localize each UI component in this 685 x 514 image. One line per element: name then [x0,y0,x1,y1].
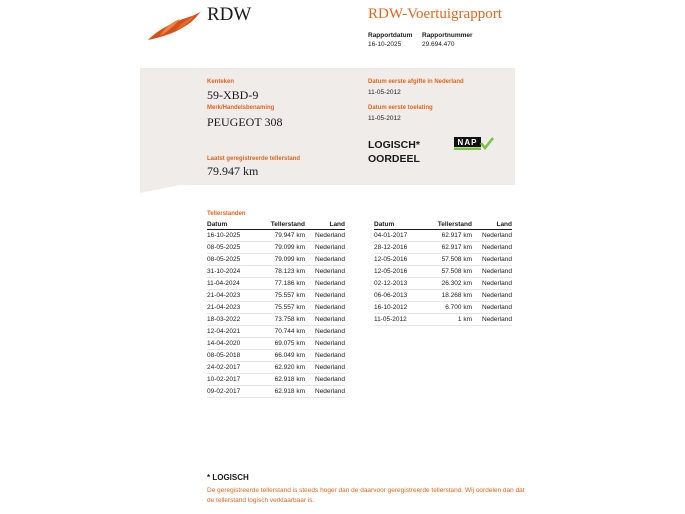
cell-country: Nederland [305,373,345,385]
cell-reading: 57.508 km [426,265,472,277]
cell-country: Nederland [305,253,345,265]
cell-country: Nederland [472,241,512,253]
cell-reading: 75.557 km [259,301,305,313]
cell-country: Nederland [305,289,345,301]
nap-check-icon [454,137,494,150]
table-row [207,277,345,289]
table-row [207,349,345,361]
cell-date: 09-02-2017 [207,385,259,397]
cell-reading: 1 km [426,313,472,325]
brand-name: RDW [207,4,252,25]
table-row [207,385,345,397]
table-row [207,301,345,313]
verdict [368,139,420,166]
table-row [374,241,512,253]
cell-country: Nederland [472,277,512,289]
cell-reading: 75.557 km [259,289,305,301]
table-row [207,325,345,337]
odometer-section-label: Tellerstanden [207,211,246,217]
plate-label: Kenteken [207,79,235,85]
cell-country: Nederland [472,289,512,301]
cell-country: Nederland [305,301,345,313]
table-row [374,289,512,301]
cell-country: Nederland [472,313,512,325]
cell-country: Nederland [472,253,512,265]
cell-date: 16-10-2012 [374,301,426,313]
cell-date: 10-02-2017 [207,373,259,385]
col-country: Land [305,220,345,229]
col-date: Datum [374,220,426,229]
cell-reading: 26.302 km [426,277,472,289]
cell-date: 16-10-2025 [207,229,259,241]
table-row [374,313,512,325]
cell-country: Nederland [472,229,512,241]
cell-country: Nederland [305,337,345,349]
report-title: RDW-Voertuigrapport [368,6,502,22]
table-row [374,229,512,241]
odometer-label: Laatst geregistreerde tellerstand [207,156,301,162]
cell-date: 02-12-2013 [374,277,426,289]
table-row [207,229,345,241]
cell-reading: 69.075 km [259,337,305,349]
table-row [374,277,512,289]
cell-reading: 62.918 km [259,373,305,385]
cell-reading: 66.049 km [259,349,305,361]
cell-country: Nederland [305,325,345,337]
cell-reading: 18.268 km [426,289,472,301]
table-row [207,337,345,349]
first-admission-label: Datum eerste toelating [368,105,433,111]
cell-reading: 57.508 km [426,253,472,265]
cell-reading: 70.744 km [259,325,305,337]
verdict-line-1: LOGISCH* [368,139,420,151]
cell-date: 14-04-2020 [207,337,259,349]
cell-reading: 79.099 km [259,253,305,265]
col-country: Land [472,220,512,229]
cell-reading: 62.920 km [259,361,305,373]
table-row [374,253,512,265]
cell-date: 08-05-2025 [207,253,259,265]
cell-country: Nederland [305,229,345,241]
cell-country: Nederland [305,385,345,397]
make-label: Merk/Handelsbenaming [207,105,275,111]
table-header-row [207,220,345,229]
cell-reading: 73.758 km [259,313,305,325]
cell-date: 21-04-2023 [207,289,259,301]
nap-badge-text: NAP [457,138,478,148]
cell-date: 18-03-2022 [207,313,259,325]
table-row [207,241,345,253]
cell-country: Nederland [472,265,512,277]
table-row [207,289,345,301]
footnote-title: * LOGISCH [207,473,249,482]
make-value: PEUGEOT 308 [207,115,283,129]
cell-reading: 78.123 km [259,265,305,277]
table-row [374,301,512,313]
cell-country: Nederland [305,349,345,361]
cell-date: 11-04-2024 [207,277,259,289]
cell-country: Nederland [305,361,345,373]
rdw-leaf-logo-icon [146,10,202,42]
table-row [207,253,345,265]
first-nl-label: Datum eerste afgifte in Nederland [368,79,464,85]
cell-date: 31-10-2024 [207,265,259,277]
cell-date: 12-04-2021 [207,325,259,337]
odometer-value: 79.947 km [207,164,259,178]
cell-date: 12-05-2016 [374,265,426,277]
table-header-row [374,220,512,229]
cell-date: 06-06-2013 [374,289,426,301]
table-row [207,373,345,385]
cell-date: 21-04-2023 [207,301,259,313]
table-row [207,313,345,325]
cell-reading: 62.918 km [259,385,305,397]
cell-date: 04-01-2017 [374,229,426,241]
cell-date: 24-02-2017 [207,361,259,373]
cell-country: Nederland [305,313,345,325]
cell-reading: 62.917 km [426,229,472,241]
first-admission-value: 11-05-2012 [368,115,401,122]
report-date-value: 16-10-2025 [368,41,402,48]
table-row [207,265,345,277]
vehicle-summary-panel [140,68,515,185]
cell-date: 12-05-2016 [374,253,426,265]
cell-country: Nederland [305,241,345,253]
cell-reading: 62.917 km [426,241,472,253]
plate-value: 59-XBD-9 [207,88,259,102]
col-date: Datum [207,220,259,229]
report-date-label: Rapportdatum [368,32,413,39]
cell-country: Nederland [472,301,512,313]
panel-notch [140,185,180,193]
odometer-table-right [374,220,512,326]
odometer-table-left [207,220,345,398]
cell-date: 08-05-2025 [207,241,259,253]
cell-date: 08-05-2018 [207,349,259,361]
cell-country: Nederland [305,277,345,289]
report-number-label: Rapportnummer [422,32,473,39]
table-row [374,265,512,277]
cell-date: 28-12-2016 [374,241,426,253]
col-reading: Tellerstand [426,220,472,229]
cell-reading: 79.947 km [259,229,305,241]
report-number-value: 29.694.470 [422,41,455,48]
report-date [368,32,412,48]
table-row [207,361,345,373]
cell-reading: 79.099 km [259,241,305,253]
first-nl-value: 11-05-2012 [368,89,401,96]
verdict-line-2: OORDEEL [368,152,420,165]
cell-reading: 77.186 km [259,277,305,289]
col-reading: Tellerstand [259,220,305,229]
footnote-text: De geregistreerde tellerstand is steeds hoger dan de daarvoor geregistreerde tellerstand. Wij oordelen dan dat de tellerstand logisch verklaarbaar is. [207,487,525,504]
cell-country: Nederland [305,265,345,277]
cell-reading: 6.700 km [426,301,472,313]
report-number [422,32,473,48]
cell-date: 11-05-2012 [374,313,426,325]
